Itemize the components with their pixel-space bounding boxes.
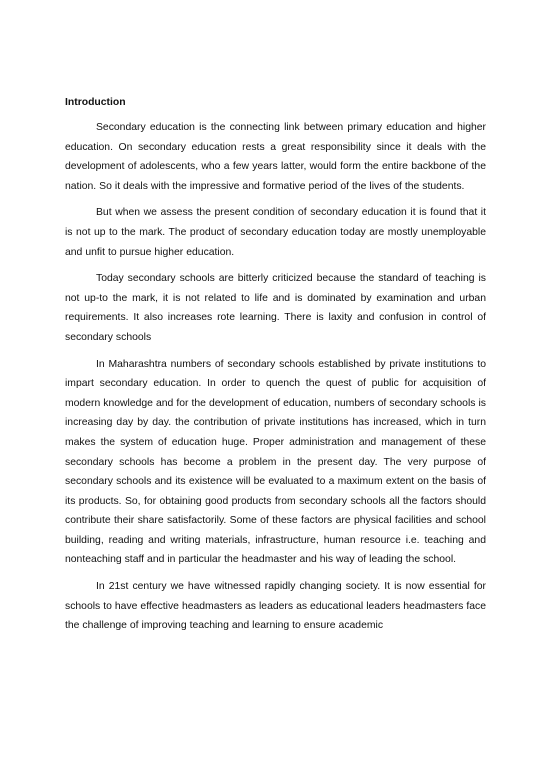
paragraph-3: Today secondary schools are bitterly criticized because the standard of teaching is not up-to the mark, it is not related to life and is dominated by examination and urban requirements. It also increases rote learning. There is laxity and confusion in control of secondary schools <box>65 273 486 343</box>
paragraph-2: But when we assess the present condition of secondary education it is found that it is not up to the mark. The product of secondary education today are mostly unemployable and unfit to pursue higher education. <box>65 207 486 258</box>
document-body <box>65 96 486 643</box>
paragraph-4: In Maharashtra numbers of secondary schools established by private institutions to impart secondary education. In order to quench the quest of public for acquisition of modern knowledge and for the development of education, numbers of secondary schools is increasing day by day. the contribution of private institutions has increased, which in turn makes the system of education huge. Proper administration and management of these secondary schools has become a problem in the present day. The very purpose of secondary schools and its existence will be evaluated to a maximum extent on the basis of its products. So, for obtaining good products from secondary schools all the factors should contribute their share satisfactorily. Some of these factors are physical facilities and school building, reading and writing materials, infrastructure, human resource i.e. teaching and nonteaching staff and in particular the headmaster and his way of leading the school. <box>65 358 486 566</box>
section-heading: Introduction <box>65 97 126 108</box>
paragraph-5: In 21st century we have witnessed rapidly changing society. It is now essential for schools to have effective headmasters as leaders as educational leaders headmasters face the challenge of improving teaching and learning to ensure academic <box>65 581 486 632</box>
paragraph-1: Secondary education is the connecting link between primary education and higher education. On secondary education rests a great responsibility since it deals with the development of adolescents, who a few years latter, would form the entire backbone of the nation. So it deals with the impressive and formative period of the lives of the students. <box>65 122 486 192</box>
